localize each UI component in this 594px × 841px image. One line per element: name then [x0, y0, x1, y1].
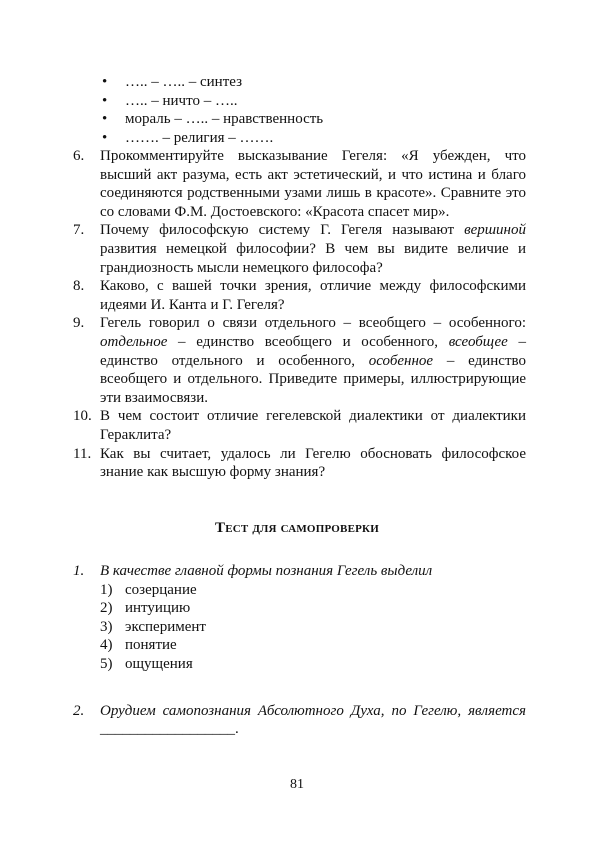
test-question — [73, 702, 526, 739]
text-run: – единство отдельного и особенного, — [100, 333, 527, 369]
italic-term: отдельное — [100, 333, 168, 350]
option-number: 5) — [100, 655, 113, 672]
question-prompt: Орудием самопознания Абсолютного Духа, по Гегелю, является — [100, 702, 526, 719]
question-number: 6. — [73, 148, 85, 164]
answer-option — [100, 581, 526, 600]
question-item — [73, 407, 526, 444]
option-number: 1) — [100, 581, 113, 598]
option-number: 4) — [100, 637, 113, 654]
option-label: эксперимент — [125, 618, 206, 635]
question-item — [73, 277, 526, 314]
option-number: 3) — [100, 618, 113, 635]
italic-term: вершиной — [464, 222, 526, 239]
question-item — [73, 314, 526, 407]
bullet-marker: • — [102, 92, 108, 109]
question-text — [100, 314, 526, 407]
answer-option — [100, 618, 526, 637]
question-number: 7. — [73, 222, 85, 239]
bullet-marker: • — [102, 129, 108, 146]
question-text — [100, 277, 526, 314]
text-run: В чем состоит отличие гегелевской диалектики от диалектики Гераклита? — [100, 408, 526, 443]
question-number: 8. — [73, 278, 85, 295]
text-run: Каково, с вашей точки зрения, отличие между философскими идеями И. Канта и Г. Гегеля? — [100, 278, 526, 313]
answer-option — [100, 599, 526, 618]
bullet-marker: • — [102, 74, 108, 90]
answer-option — [100, 636, 526, 655]
bullet-marker: • — [102, 111, 108, 128]
test-question-text: В качестве главной формы познания Гегель выделил — [100, 563, 433, 579]
bullet-item — [102, 129, 532, 148]
question-item — [73, 147, 526, 221]
option-number: 2) — [100, 600, 113, 617]
answer-options — [100, 581, 526, 674]
italic-term: особенное — [368, 352, 434, 369]
bullet-item — [102, 110, 532, 129]
question-text — [100, 147, 526, 221]
question-text — [100, 407, 526, 444]
question-text — [100, 445, 526, 482]
question-text — [100, 221, 526, 277]
text-run: – единство всеобщего и отдельного. Приведите примеры, иллюстрирующие эти взаимосвязи. — [100, 352, 527, 406]
test-question-number: 2. — [73, 702, 85, 719]
question-number: 9. — [73, 315, 85, 332]
option-label: ощущения — [125, 655, 193, 672]
bullet-list — [102, 73, 532, 147]
question-list — [73, 147, 526, 482]
text-run: – единство всеобщего и особенного, — [167, 333, 449, 350]
answer-option — [100, 655, 526, 674]
test-question — [73, 562, 526, 581]
option-label: интуицию — [125, 600, 191, 617]
bullet-text: ….. – ….. – синтез — [125, 74, 243, 90]
question-item — [73, 445, 526, 482]
option-label: понятие — [125, 637, 177, 654]
answer-blank: __________________. — [100, 721, 239, 738]
question-number: 11. — [73, 445, 92, 462]
question-item — [73, 221, 526, 277]
question-number: 10. — [73, 408, 92, 425]
section-title: Тест для самопроверки — [214, 520, 379, 536]
self-test — [73, 562, 526, 739]
bullet-text: ……. – религия – ……. — [125, 129, 274, 146]
test-question-number: 1. — [73, 563, 85, 579]
bullet-item — [102, 92, 532, 111]
text-run: Гегель говорил о связи отдельного – всеобщего – особенного: — [100, 315, 526, 332]
test-question-text — [100, 702, 526, 739]
page-number: 81 — [290, 777, 304, 792]
bullet-text: ….. – ничто – ….. — [125, 92, 238, 109]
text-run: Как вы считает, удалось ли Гегелю обосновать философское знание как высшую форму знания? — [100, 445, 526, 481]
text-run: Прокомментируйте высказывание Гегеля: «Я убежден, что высший акт разума, есть акт эстетический, и что истина и благо соединяются родственными узами лишь в красоте». Сравните это со словами Ф.М. Достоевского: «Красота спасет мир». — [100, 148, 526, 220]
text-run: развития немецкой философии? В чем вы видите величие и грандиозность мысли немецкого философа? — [100, 240, 526, 276]
text-run: Почему философскую систему Г. Гегеля называют — [100, 222, 465, 239]
italic-term: всеобщее — [448, 333, 508, 350]
bullet-text: мораль – ….. – нравственность — [125, 111, 324, 128]
option-label: созерцание — [125, 581, 197, 598]
bullet-item — [102, 73, 532, 92]
